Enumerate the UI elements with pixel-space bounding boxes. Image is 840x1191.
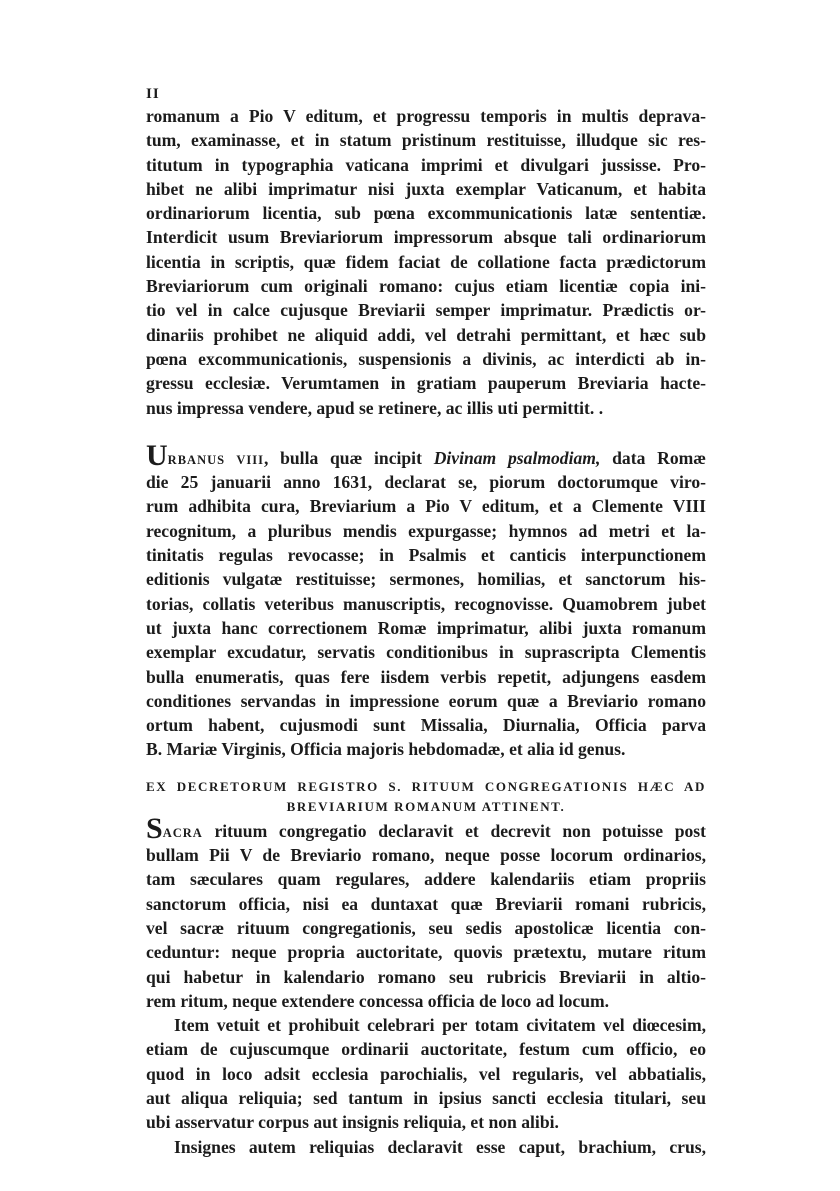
text-fragment: , bulla quæ incipit <box>263 447 434 468</box>
text-line: recognitum, a pluribus mendis expurgasse; hymnos ad metri et la- <box>146 520 706 541</box>
heading-line: EX DECRETORUM REGISTRO S. RITUUM CONGREGATIONIS HÆC AD <box>146 778 706 794</box>
drop-cap: U <box>146 438 168 472</box>
text-line: gressu ecclesiæ. Verumtamen in gratiam pauperum Breviaria hacte- <box>146 373 706 394</box>
text-line: Interdicit usum Breviariorum impressorum absque tali ordinariorum <box>146 227 706 248</box>
text-line: tam sæculares quam regulares, addere kalendariis etiam propriis <box>146 869 706 890</box>
text-line: torias, collatis veteribus manuscriptis, recognovisse. Quamobrem jubet <box>146 593 706 614</box>
text-line: dinariis prohibet ne aliquid addi, vel detrahi permittant, et hæc sub <box>146 324 706 345</box>
text-line: vel sacræ rituum congregationis, seu sedis apostolicæ licentia con- <box>146 917 706 938</box>
heading-line: BREVIARIUM ROMANUM ATTINENT. <box>286 798 566 814</box>
text-fragment: data Romæ <box>600 447 706 468</box>
book-page <box>146 84 706 1159</box>
paragraph-3 <box>146 811 706 1013</box>
text-line <box>146 811 706 845</box>
text-line: ordinariorum licentia, sub pœna excommunicationis latæ sententiæ. <box>146 203 706 224</box>
text-line: exemplar excudatur, servatis conditionibus in suprascripta Clementis <box>146 642 706 663</box>
text-line: B. Mariæ Virginis, Officia majoris hebdomadæ, et alia id genus. <box>146 739 626 760</box>
text-line: qui habetur in kalendario romano seu rubricis Breviarii in altio- <box>146 966 706 987</box>
text-line: etiam de cujuscumque ordinarii auctoritate, festum cum officio, eo <box>146 1039 706 1060</box>
small-caps-text: RBANUS VIII <box>167 452 264 467</box>
text-line: sanctorum officia, nisi ea duntaxat quæ Breviarii romani rubricis, <box>146 893 706 914</box>
text-fragment: rituum congregatio declaravit et decrevit non potuisse post <box>202 820 706 841</box>
text-line: nus impressa vendere, apud se retinere, ac illis uti permittit. . <box>146 397 604 418</box>
text-line: ortum habent, cujusmodi sunt Missalia, Diurnalia, Officia parva <box>146 715 706 736</box>
paragraph-1 <box>146 104 706 420</box>
paragraph-5 <box>146 1135 706 1159</box>
text-line: bulla enumeratis, quas fere iisdem verbis repetit, adjungens easdem <box>146 666 706 687</box>
text-line <box>146 438 706 472</box>
text-line: editionis vulgatæ restituisse; sermones, homilias, et sanctorum his- <box>146 569 706 590</box>
text-line: ubi asservatur corpus aut insignis reliquia, et non alibi. <box>146 1112 559 1133</box>
small-caps-text: ACRA <box>162 825 203 840</box>
page-number: II <box>146 86 160 102</box>
text-line: Breviariorum cum originali romano: cujus etiam licentiæ copia ini- <box>146 276 706 297</box>
italic-title: Divinam psalmodiam, <box>433 447 601 468</box>
text-line: licentia in scriptis, quæ fidem faciat de collatione facta prædictorum <box>146 251 706 272</box>
text-line: tinitatis regulas revocasse; in Psalmis et canticis interpunctionem <box>146 545 706 566</box>
text-line: Item vetuit et prohibuit celebrari per totam civitatem vel diœcesim, <box>174 1015 706 1036</box>
text-line: hibet ne alibi imprimatur nisi juxta exemplar Vaticanum, et habita <box>146 178 706 199</box>
text-line: titutum in typographia vaticana imprimi et divulgari jussisse. Pro- <box>146 154 706 175</box>
text-line: rum adhibita cura, Breviarium a Pio V editum, et a Clemente VIII <box>146 496 706 517</box>
paragraph-4 <box>146 1013 706 1134</box>
text-line: tio vel in calce cujusque Breviarii semper imprimatur. Prædictis or- <box>146 300 706 321</box>
text-line: conditiones servandas in impressione eorum quæ a Breviario romano <box>146 690 706 711</box>
text-line: Insignes autem reliquias declaravit esse caput, brachium, crus, <box>174 1136 706 1157</box>
text-line: tum, examinasse, et in statum pristinum restituisse, illudque sic res- <box>146 130 706 151</box>
text-line: pœna excommunicationis, suspensionis a divinis, ac interdicti ab in- <box>146 348 706 369</box>
text-line: die 25 januarii anno 1631, declarat se, piorum doctorumque viro- <box>146 472 706 493</box>
text-line: rem ritum, neque extendere concessa officia de loco ad locum. <box>146 990 610 1011</box>
text-line: bullam Pii V de Breviario romano, neque posse locorum ordinarios, <box>146 845 706 866</box>
text-line: aut aliqua reliquia; sed tantum in ipsius sancti ecclesia titulari, seu <box>146 1087 706 1108</box>
drop-cap: S <box>146 811 163 845</box>
text-line: ut juxta hanc correctionem Romæ imprimatur, alibi juxta romanum <box>146 617 706 638</box>
section-heading <box>146 777 706 817</box>
paragraph-2 <box>146 438 706 762</box>
text-line: romanum a Pio V editum, et progressu temporis in multis deprava- <box>146 106 706 126</box>
text-line: ceduntur: neque propria auctoritate, quovis prætextu, mutare ritum <box>146 942 706 963</box>
text-line: quod in loco adsit ecclesia parochialis, vel regularis, vel abbatialis, <box>146 1063 706 1084</box>
